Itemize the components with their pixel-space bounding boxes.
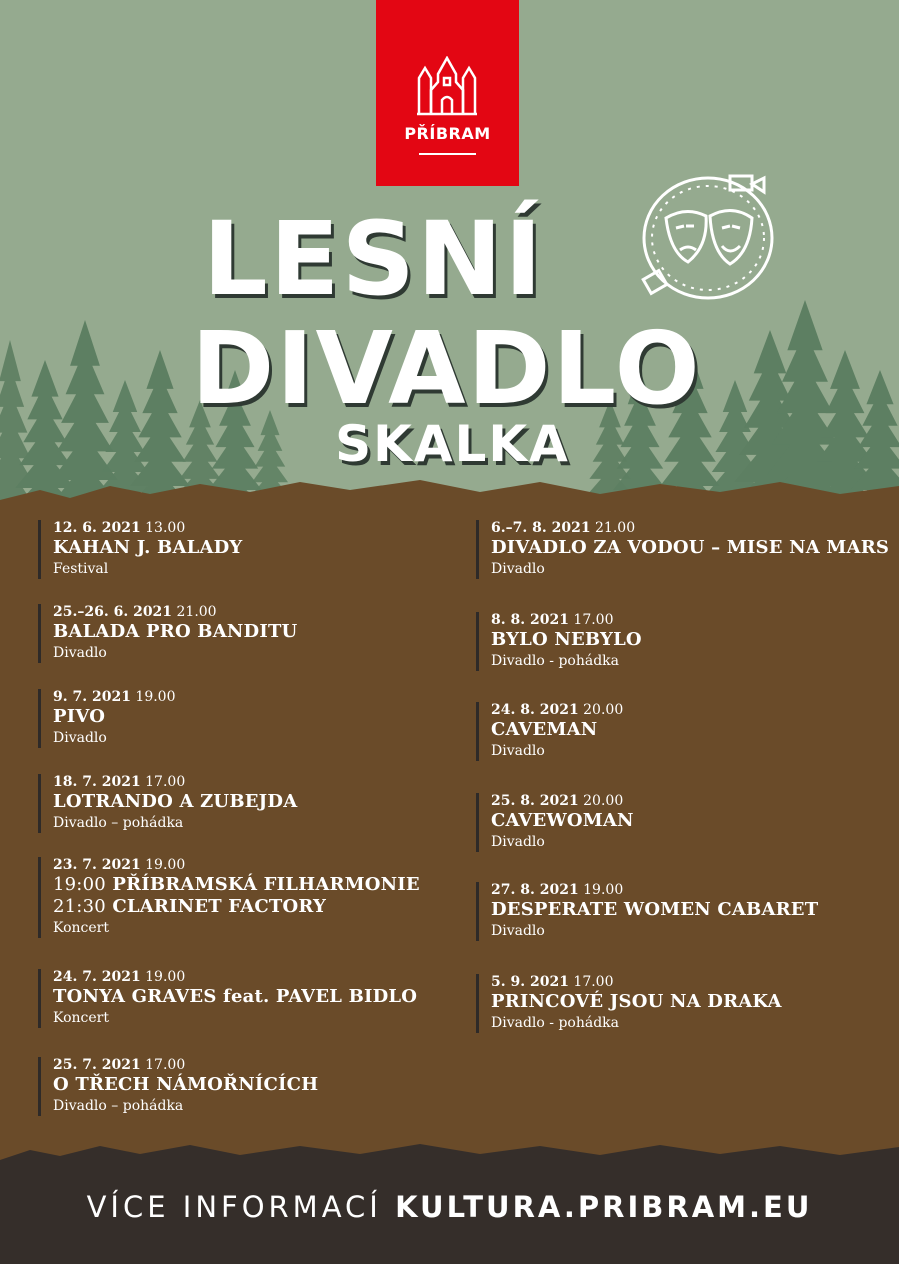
event-category: Divadlo — [491, 923, 545, 939]
event-date: 25.–26. 6. 2021 21.00 — [53, 604, 217, 620]
event-item — [38, 689, 176, 748]
event-item — [476, 793, 634, 852]
theatre-masks-icon — [636, 166, 781, 306]
event-name: BALADA PRO BANDITU — [53, 621, 298, 642]
event-category: Divadlo – pohádka — [53, 815, 184, 831]
event-name: KAHAN J. BALADY — [53, 537, 243, 558]
event-item — [476, 974, 782, 1033]
pribram-logo — [376, 0, 519, 186]
event-category: Divadlo — [491, 561, 545, 577]
event-name: 21:30 CLARINET FACTORY — [53, 896, 327, 917]
castle-icon — [416, 56, 478, 116]
event-date: 24. 7. 2021 19.00 — [53, 969, 186, 985]
event-date: 12. 6. 2021 13.00 — [53, 520, 186, 536]
event-category: Divadlo — [53, 730, 107, 746]
event-name: O TŘECH NÁMOŘNÍCÍCH — [53, 1074, 319, 1095]
event-name: DIVADLO ZA VODOU – MISE NA MARS — [491, 537, 890, 558]
event-category: Divadlo — [491, 834, 545, 850]
footer-info — [0, 1190, 899, 1224]
event-date: 5. 9. 2021 17.00 — [491, 974, 614, 990]
event-category: Divadlo — [53, 645, 107, 661]
event-date: 9. 7. 2021 19.00 — [53, 689, 176, 705]
title-line-2: DIVADLO — [191, 310, 702, 427]
event-item — [38, 774, 297, 833]
title-line-1: LESNÍ — [202, 200, 545, 319]
event-item — [476, 702, 623, 761]
event-category: Divadlo — [491, 743, 545, 759]
title-line-3: SKALKA — [335, 415, 570, 473]
event-item — [38, 604, 297, 663]
event-name: PRINCOVÉ JSOU NA DRAKA — [491, 991, 782, 1012]
event-item — [476, 882, 818, 941]
event-name: CAVEMAN — [491, 719, 598, 740]
event-date: 6.–7. 8. 2021 21.00 — [491, 520, 636, 536]
event-name: PIVO — [53, 706, 106, 727]
event-date: 24. 8. 2021 20.00 — [491, 702, 624, 718]
event-item — [38, 1057, 318, 1116]
event-date: 25. 8. 2021 20.00 — [491, 793, 624, 809]
footer-label: VÍCE INFORMACÍ — [86, 1190, 382, 1224]
event-category: Koncert — [53, 1010, 109, 1026]
event-category: Festival — [53, 561, 109, 577]
event-item — [38, 969, 417, 1028]
event-name: TONYA GRAVES feat. PAVEL BIDLO — [53, 986, 418, 1007]
event-item — [476, 520, 889, 579]
event-category: Divadlo - pohádka — [491, 653, 620, 669]
event-item — [38, 857, 420, 938]
event-date: 25. 7. 2021 17.00 — [53, 1057, 186, 1073]
logo-underline — [419, 153, 476, 155]
event-category: Divadlo – pohádka — [53, 1098, 184, 1114]
event-category: Divadlo - pohádka — [491, 1015, 620, 1031]
event-name: BYLO NEBYLO — [491, 629, 642, 650]
event-name: LOTRANDO A ZUBEJDA — [53, 791, 298, 812]
footer-url-link[interactable]: KULTURA.PRIBRAM.EU — [395, 1190, 813, 1224]
event-date: 23. 7. 2021 19.00 — [53, 857, 186, 873]
event-name: DESPERATE WOMEN CABARET — [491, 899, 819, 920]
event-date: 8. 8. 2021 17.00 — [491, 612, 614, 628]
event-name: 19:00 PŘÍBRAMSKÁ FILHARMONIE — [53, 874, 420, 895]
event-date: 18. 7. 2021 17.00 — [53, 774, 186, 790]
event-name: CAVEWOMAN — [491, 810, 634, 831]
event-category: Koncert — [53, 920, 109, 936]
event-date: 27. 8. 2021 19.00 — [491, 882, 624, 898]
event-item — [476, 612, 642, 671]
event-item — [38, 520, 243, 579]
logo-text: PŘÍBRAM — [404, 124, 491, 143]
